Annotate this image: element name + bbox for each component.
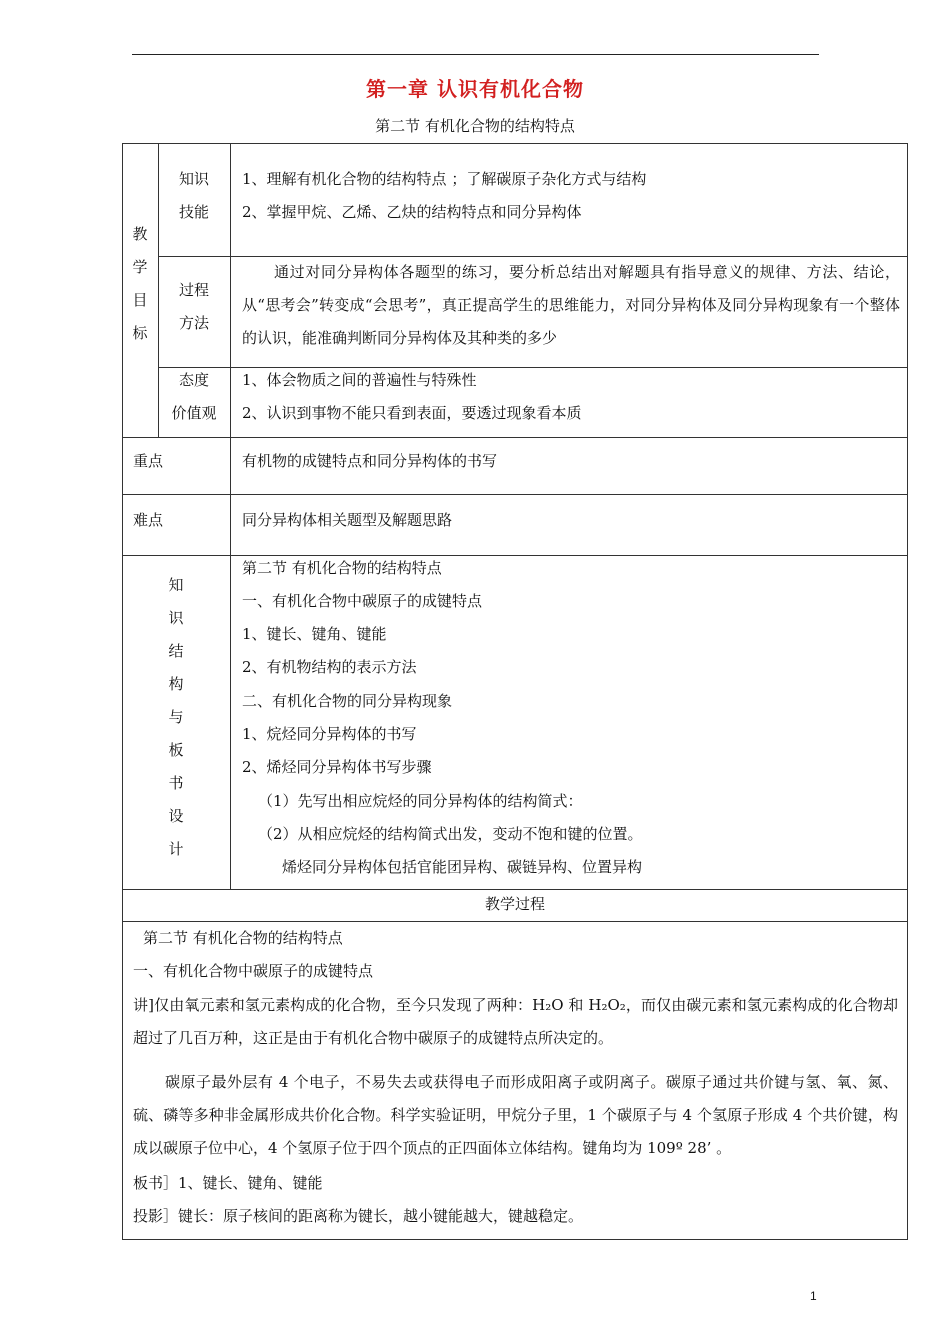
objectives-label: 教 学 目 标 bbox=[132, 225, 148, 342]
teaching-process-header: 教学过程 bbox=[484, 895, 545, 913]
board-line: （1）先写出相应烷烃的同分异构体的结构简式： bbox=[258, 792, 583, 810]
difficulty-text: 同分异构体相关题型及解题思路 bbox=[242, 511, 453, 529]
process-line: 板书］1、键长、键角、键能 bbox=[133, 1174, 323, 1192]
knowledge-item-2: 2、掌握甲烷、乙烯、乙炔的结构特点和同分异构体 bbox=[242, 203, 582, 221]
key-point-text: 有机物的成键特点和同分异构体的书写 bbox=[242, 452, 498, 470]
key-point-label: 重点 bbox=[133, 452, 164, 470]
board-design-label: 知 识 结 构 与 板 书 设 计 bbox=[168, 576, 184, 858]
process-methods-text: 通过对同分异构体各题型的练习，要分析总结出对解题具有指导意义的规律、方法、结论，从“思考会”转变成“会思考”，真正提高学生的思维能力，对同分异构体及同分异构现象有一个整体的认识，能准确判断同分异构体及其种类的多少 bbox=[242, 263, 900, 347]
header-rule bbox=[132, 54, 819, 55]
board-line: 2、有机物结构的表示方法 bbox=[242, 658, 417, 676]
process-paragraph: 碳原子最外层有 4 个电子，不易失去或获得电子而形成阳离子或阴离子。碳原子通过共价键与氢、氧、氮、硫、磷等多种非金属形成共价化合物。科学实验证明，甲烷分子里，1 个碳原子与 4 个氢原子形成 4 个共价键，构成以碳原子位中心，4 个氢原子位于四个顶点的正四面体立体结构。键角均为 109º 28’ 。 bbox=[133, 1073, 898, 1157]
board-line: 第二节 有机化合物的结构特点 bbox=[242, 559, 442, 577]
board-line: 2、烯烃同分异构体书写步骤 bbox=[242, 758, 432, 776]
difficulty-label: 难点 bbox=[133, 511, 164, 529]
section-title: 第二节 有机化合物的结构特点 bbox=[375, 117, 575, 135]
process-line: 第二节 有机化合物的结构特点 bbox=[143, 929, 343, 947]
attitude-item-1: 1、体会物质之间的普遍性与特殊性 bbox=[242, 371, 477, 389]
board-line: 1、烷烃同分异构体的书写 bbox=[242, 725, 417, 743]
process-line: 投影］键长：原子核间的距离称为键长，越小键能越大，键越稳定。 bbox=[133, 1207, 584, 1225]
board-line: 二、有机化合物的同分异构现象 bbox=[242, 692, 453, 710]
page-number: 1 bbox=[810, 1289, 817, 1303]
process-paragraph: 讲]仅由氧元素和氢元素构成的化合物，至今只发现了两种：H₂O 和 H₂O₂，而仅由碳元素和氢元素构成的化合物却超过了几百万种，这正是由于有机化合物中碳原子的成键特点所决定的。 bbox=[133, 996, 898, 1047]
board-line: 1、键长、键角、键能 bbox=[242, 625, 387, 643]
board-line: （2）从相应烷烃的结构简式出发，变动不饱和键的位置。 bbox=[258, 825, 643, 843]
board-line: 一、有机化合物中碳原子的成键特点 bbox=[242, 592, 483, 610]
attitude-item-2: 2、认识到事物不能只看到表面，要透过现象看本质 bbox=[242, 404, 582, 422]
attitude-values-label: 态度 价值观 bbox=[171, 371, 217, 422]
board-line: 烯烃同分异构体包括官能团异构、碳链异构、位置异构 bbox=[282, 858, 643, 876]
process-methods-label: 过程 方法 bbox=[178, 281, 209, 332]
process-line: 一、有机化合物中碳原子的成键特点 bbox=[133, 962, 374, 980]
knowledge-skills-label: 知识 技能 bbox=[178, 170, 209, 221]
knowledge-item-1: 1、理解有机化合物的结构特点 ；了解碳原子杂化方式与结构 bbox=[242, 170, 647, 188]
chapter-title: 第一章 认识有机化合物 bbox=[366, 77, 584, 101]
